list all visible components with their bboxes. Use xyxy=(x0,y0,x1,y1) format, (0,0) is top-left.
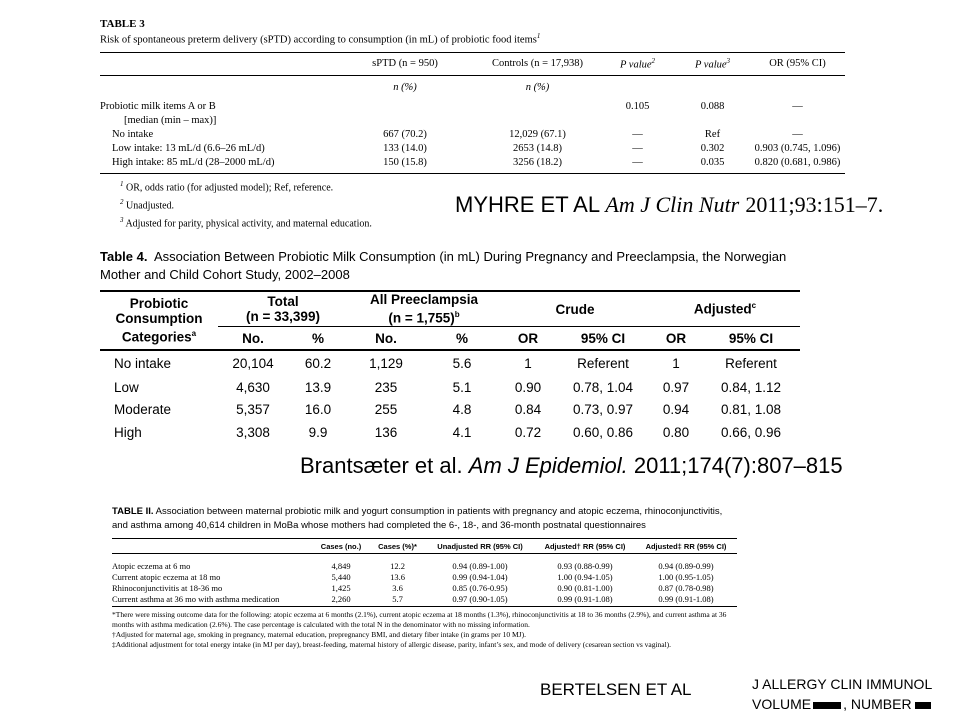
unit-sptd: n (%) xyxy=(393,82,417,93)
footnote: ‡Additional adjustment for total energy intake (in MJ per day), breast-feeding, maternal history of allergic disease, parity, infant’s sex, and mode of delivery (cesarean section vs vaginal). xyxy=(112,640,672,649)
reference-volume-line: VOLUME , NUMBER xyxy=(752,694,932,714)
cell: 1.00 (0.95-1.05) xyxy=(658,571,714,582)
cell: 5,357 xyxy=(236,402,270,418)
cell: 16.0 xyxy=(304,402,332,418)
cell: 4.8 xyxy=(452,402,472,418)
cell: 2,260 xyxy=(312,593,370,607)
row-label: Moderate xyxy=(114,402,172,418)
table-ii-footnotes xyxy=(112,610,737,650)
header-cases-no: Cases (no.) xyxy=(312,539,370,554)
subheader: % xyxy=(288,327,348,351)
header-unadjusted: Unadjusted RR (95% CI) xyxy=(425,539,535,554)
table-4-grid xyxy=(100,290,800,444)
cell-controls: 12,029 (67.1) xyxy=(509,129,566,140)
cell: 0.84, 1.12 xyxy=(720,379,782,395)
cell: 0.93 (0.88-0.99) xyxy=(557,560,613,571)
header-adjusted: Adjusted$^c$ xyxy=(650,291,800,327)
cell-p2: 0.105 xyxy=(625,101,650,112)
footnote: †Adjusted for maternal age, smoking in pregnancy, maternal education, prepregnancy BMI, and dietary fiber intake (in grams per 10 MJ). xyxy=(112,630,526,639)
redaction-bar xyxy=(915,702,931,709)
reference-myhre xyxy=(455,192,883,218)
cell: 9.9 xyxy=(308,424,328,440)
reference-journal: Am J Epidemiol. xyxy=(468,453,628,478)
cell: 0.94 (0.89-1.00) xyxy=(452,560,508,571)
cell: 5.7 xyxy=(370,593,425,607)
reference-authors: Brantsæter et al. xyxy=(300,453,463,478)
cell-or: — xyxy=(792,101,803,112)
table-3-header-row xyxy=(100,52,845,75)
cell: 3,308 xyxy=(236,424,270,440)
table-ii xyxy=(112,505,737,650)
cell: 0.90 xyxy=(514,379,542,395)
subheader: 95% CI xyxy=(556,327,650,351)
table-row xyxy=(100,376,800,399)
cell-p2: — xyxy=(632,129,643,140)
reference-bertelsen-authors: BERTELSEN ET AL xyxy=(540,680,692,699)
cell: 0.97 (0.90-1.05) xyxy=(425,593,535,607)
row-label: No intake xyxy=(114,356,172,371)
cell: 1,129 xyxy=(369,356,403,371)
subheader: No. xyxy=(218,327,288,351)
cell: 13.6 xyxy=(390,571,405,582)
table-4-caption: Table 4. Association Between Probiotic Milk Consumption (in mL) During Pregnancy and Preeclampsia, the Norwegian Mother and Child Cohort Study, 2002–2008 xyxy=(100,249,787,282)
table-4 xyxy=(100,248,800,444)
table-row xyxy=(112,593,737,607)
cell: 1 xyxy=(524,356,532,371)
cell: 3.6 xyxy=(392,582,403,593)
cell-or: 0.820 (0.681, 0.986) xyxy=(750,156,845,174)
subheader: OR xyxy=(500,327,556,351)
cell-controls: 3256 (18.2) xyxy=(475,156,600,174)
table-ii-label: TABLE II. xyxy=(112,506,154,517)
footnote: $^3$ Adjusted for parity, physical activity, and maternal education. xyxy=(120,216,372,230)
cell: 12.2 xyxy=(390,560,405,571)
header-adjusted-2: Adjusted‡ RR (95% CI) xyxy=(635,539,737,554)
header-cases-pct: Cases (%)* xyxy=(370,539,425,554)
row-label: [median (min – max)] xyxy=(124,115,217,126)
table-3-grid xyxy=(100,52,845,174)
reference-brantsaeter xyxy=(300,453,843,479)
row-label: Low xyxy=(114,379,139,395)
cell: 20,104 xyxy=(232,356,274,371)
footnote: $^2$ Unadjusted. xyxy=(120,197,175,212)
reference-journal: J ALLERGY CLIN IMMUNOL xyxy=(752,676,933,692)
table-4-label: Table 4. xyxy=(100,249,148,264)
table-row xyxy=(112,560,737,571)
cell: 60.2 xyxy=(304,356,332,371)
subheader: 95% CI xyxy=(702,327,800,351)
cell: 0.66, 0.96 xyxy=(720,424,782,440)
cell: 4.1 xyxy=(452,424,472,440)
cell: 1,425 xyxy=(331,582,351,593)
table-4-header-row xyxy=(100,291,800,327)
subheader: No. xyxy=(348,327,424,351)
cell: 0.78, 1.04 xyxy=(572,379,634,395)
footnote: $^1$ OR, odds ratio (for adjusted model); Ref, reference. xyxy=(120,179,334,193)
row-label: High xyxy=(114,424,142,440)
row-label: Rhinoconjunctivitis at 18-36 mo xyxy=(112,582,223,593)
cell: 0.99 (0.91-1.08) xyxy=(535,593,635,607)
cell: 136 xyxy=(374,424,398,440)
table-row xyxy=(112,571,737,582)
cell-p2: — xyxy=(600,156,675,174)
cell: 0.84 xyxy=(514,402,542,418)
table-3-caption: Risk of spontaneous preterm delivery (sPTD) according to consumption (in mL) of probiotic food items$^1$ xyxy=(100,32,541,46)
header-category: Probiotic Consumption Categories$^a$ xyxy=(100,291,218,350)
table-ii-caption: TABLE II. Association between maternal probiotic milk and yogurt consumption in patients with pregnancy and atopic eczema, rhinoconjunctivitis, and asthma among 40,614 children in MoBa whose mothers had completed the 6-, 18-, and 36-month postnatal questionnaires xyxy=(112,506,723,531)
cell: 4,849 xyxy=(331,560,351,571)
cell-p3: 0.302 xyxy=(700,143,725,154)
cell-p3: 0.088 xyxy=(700,101,725,112)
header-controls: Controls (n = 17,938) xyxy=(475,52,600,75)
cell: 0.73, 0.97 xyxy=(572,402,634,418)
subheader: OR xyxy=(650,327,702,351)
footnote: *There were missing outcome data for the following: atopic eczema at 6 months (2.1%), current atopic eczema at 18 months (1.3%), rhinoconjunctivitis at 18 to 36 months (2.9%), and current asthma at 36 months with asthma medication (2.6%). The case percentage is calculated with the total N in the denominator with no missing information. xyxy=(112,610,727,629)
row-label: No intake xyxy=(112,129,154,140)
table-row xyxy=(100,350,800,376)
cell: 0.97 xyxy=(662,379,690,395)
cell-p3: 0.035 xyxy=(675,156,750,174)
table-row xyxy=(100,128,845,142)
cell-sptd: 133 (14.0) xyxy=(383,143,427,154)
cell-controls: 2653 (14.8) xyxy=(513,143,562,154)
header-or: OR (95% CI) xyxy=(750,52,845,75)
cell: 235 xyxy=(374,379,398,395)
reference-citation: 2011;93:151–7. xyxy=(745,192,884,217)
cell-sptd xyxy=(335,100,475,114)
cell-or: — xyxy=(792,129,803,140)
redaction-bar xyxy=(813,702,841,709)
cell: Referent xyxy=(725,356,777,371)
cell: 13.9 xyxy=(304,379,332,395)
unit-controls: n (%) xyxy=(525,82,550,93)
header-p-value-3: P value$^3$ xyxy=(675,52,750,75)
row-label: High intake: 85 mL/d (28–2000 mL/d) xyxy=(100,156,335,174)
row-label: Low intake: 13 mL/d (6.6–26 mL/d) xyxy=(112,143,265,154)
table-row xyxy=(100,399,800,422)
header-sptd: sPTD (n = 950) xyxy=(335,52,475,75)
table-ii-header-row xyxy=(112,539,737,554)
reference-journal: Am J Clin Nutr xyxy=(605,192,740,217)
table-row xyxy=(100,142,845,156)
reference-citation: 2011;174(7):807–815 xyxy=(633,453,843,478)
cell-or: 0.903 (0.745, 1.096) xyxy=(754,143,841,154)
table-row xyxy=(100,114,845,128)
cell: 4,630 xyxy=(236,379,270,395)
cell: Referent xyxy=(577,356,629,371)
row-label: Current asthma at 36 mo with asthma medication xyxy=(112,593,312,607)
cell-p3: Ref xyxy=(704,129,721,140)
subheader: % xyxy=(424,327,500,351)
cell-controls xyxy=(475,100,600,114)
cell: 255 xyxy=(374,402,398,418)
row-label: Atopic eczema at 6 mo xyxy=(112,560,191,571)
cell: 1 xyxy=(672,356,680,371)
cell-p2: — xyxy=(632,143,643,154)
table-row xyxy=(100,421,800,444)
cell: 0.87 (0.78-0.98) xyxy=(658,582,714,593)
cell: 0.80 xyxy=(662,424,690,440)
cell: 0.85 (0.76-0.95) xyxy=(452,582,508,593)
cell: 1.00 (0.94-1.05) xyxy=(557,571,613,582)
table-ii-grid xyxy=(112,538,737,607)
cell: 0.99 (0.94-1.04) xyxy=(452,571,508,582)
cell-sptd: 667 (70.2) xyxy=(383,129,427,140)
cell: 5.1 xyxy=(452,379,472,395)
cell: 0.81, 1.08 xyxy=(720,402,782,418)
row-label: Probiotic milk items A or B xyxy=(100,101,216,112)
header-adjusted-1: Adjusted† RR (95% CI) xyxy=(535,539,635,554)
row-label: Current atopic eczema at 18 mo xyxy=(112,571,221,582)
cell: 0.60, 0.86 xyxy=(572,424,634,440)
header-p-value-2: P value$^2$ xyxy=(600,52,675,75)
cell: 0.99 (0.91-1.08) xyxy=(635,593,737,607)
cell: 0.72 xyxy=(514,424,542,440)
cell-sptd: 150 (15.8) xyxy=(335,156,475,174)
table-row xyxy=(112,582,737,593)
table-row xyxy=(100,100,845,114)
reference-authors: MYHRE ET AL xyxy=(455,192,600,217)
cell: 0.90 (0.81-1.00) xyxy=(557,582,613,593)
cell: 0.94 xyxy=(662,402,690,418)
header-preeclampsia: All Preeclampsia (n = 1,755)$^b$ xyxy=(348,291,500,327)
table-3-unit-row xyxy=(100,75,845,100)
header-total: Total (n = 33,399) xyxy=(218,291,348,327)
cell: 0.94 (0.89-0.99) xyxy=(658,560,714,571)
cell: 5,440 xyxy=(331,571,351,582)
cell: 5.6 xyxy=(452,356,472,371)
table-3-label: TABLE 3 xyxy=(100,18,145,30)
header-crude: Crude xyxy=(500,291,650,327)
reference-bertelsen-journal xyxy=(752,674,932,714)
table-row xyxy=(100,156,845,174)
